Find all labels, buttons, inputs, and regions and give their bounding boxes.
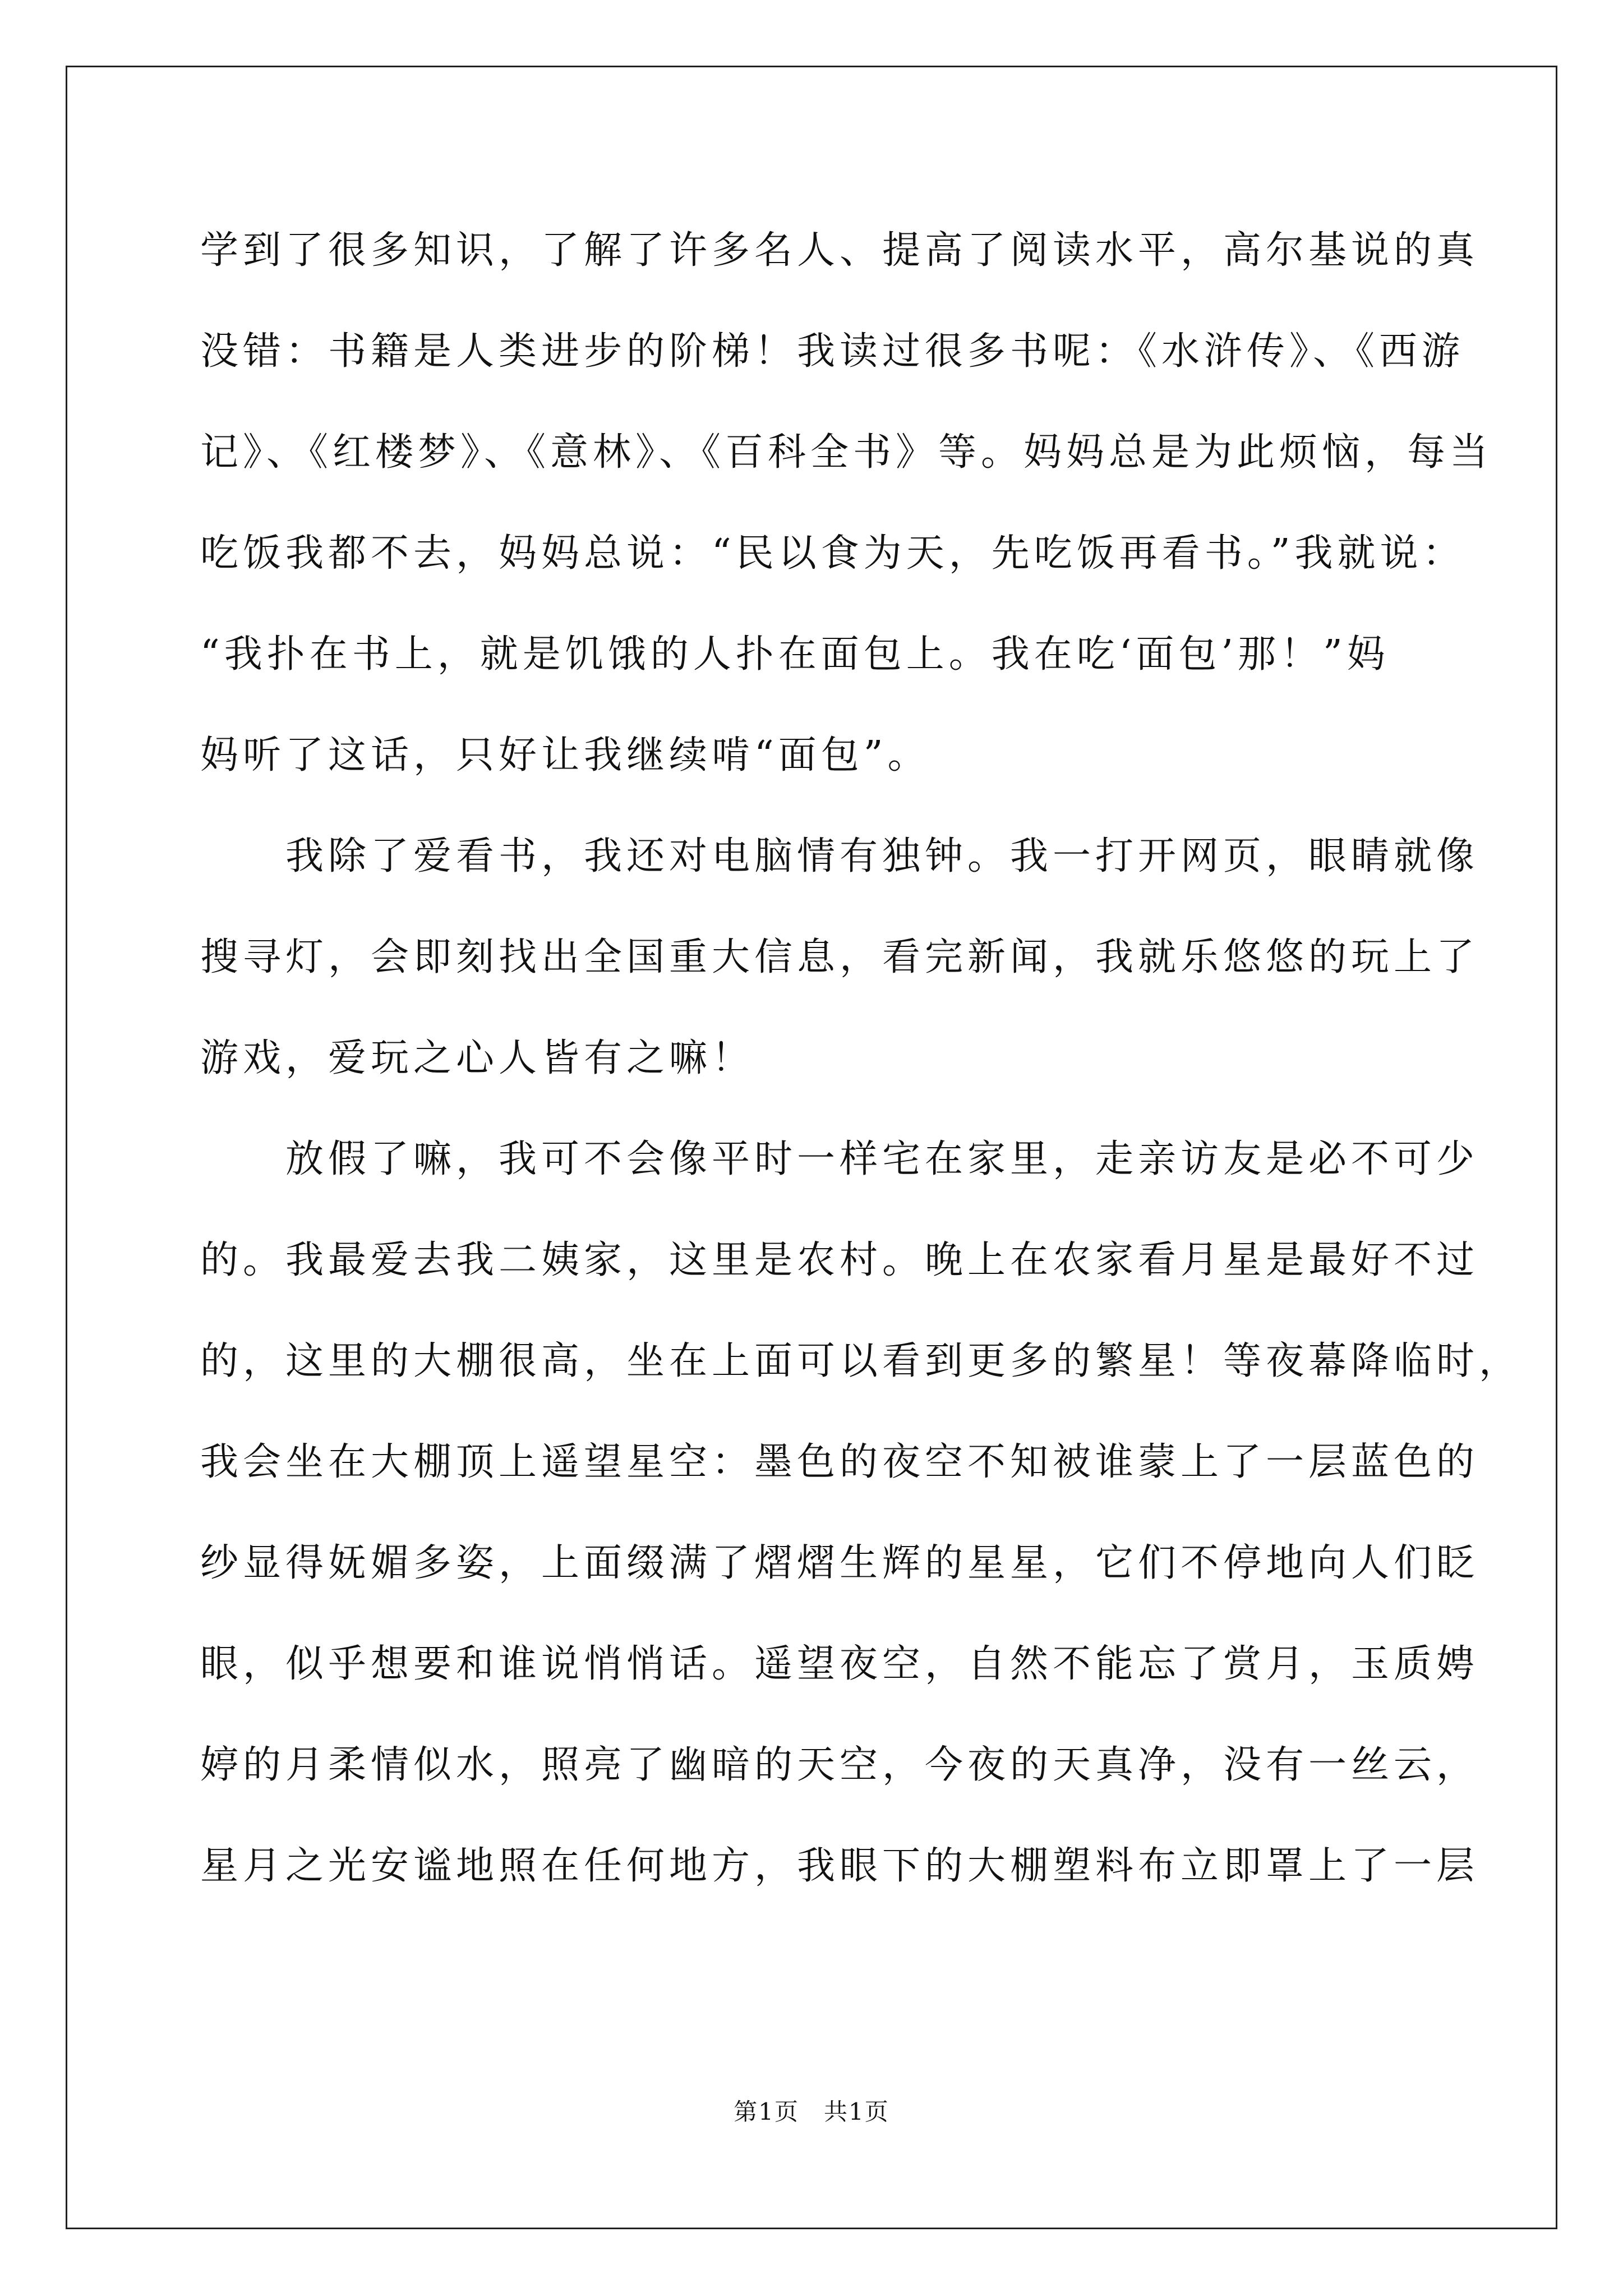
text-line: 没错：书籍是人类进步的阶梯！我读过很多书呢：《水浒传》、《西游 xyxy=(200,329,1465,374)
text-line: 纱显得妩媚多姿，上面缀满了熠熠生辉的星星，它们不停地向人们眨 xyxy=(200,1541,1479,1585)
text-line: 的，这里的大棚很高，坐在上面可以看到更多的繁星！等夜幕降临时， xyxy=(200,1339,1522,1383)
text-line: 游戏，爱玩之心人皆有之嘛！ xyxy=(200,1036,755,1080)
text-line: 记》、《红楼梦》、《意林》、《百科全书》等。妈妈总是为此烦恼，每当 xyxy=(200,430,1493,475)
page-footer: 第1页 共1页 xyxy=(734,2098,889,2125)
text-line: 放假了嘛，我可不会像平时一样宅在家里，走亲访友是必不可少 xyxy=(200,1137,1479,1181)
text-line: 我会坐在大棚顶上遥望星空：墨色的夜空不知被谁蒙上了一层蓝色的 xyxy=(200,1440,1479,1484)
text-line: 搜寻灯，会即刻找出全国重大信息，看完新闻，我就乐悠悠的玩上了 xyxy=(200,935,1479,979)
text-line: 的。我最爱去我二姨家，这里是农村。晚上在农家看月星是最好不过 xyxy=(200,1238,1479,1282)
text-line: “我扑在书上，就是饥饿的人扑在面包上。我在吃‘面包’那！”妈 xyxy=(200,632,1390,677)
text-line: 眼，似乎想要和谁说悄悄话。遥望夜空，自然不能忘了赏月，玉质娉 xyxy=(200,1642,1479,1686)
text-line: 学到了很多知识，了解了许多名人、提高了阅读水平，高尔基说的真 xyxy=(200,228,1479,273)
text-line: 星月之光安谧地照在任何地方，我眼下的大棚塑料布立即罩上了一层 xyxy=(200,1844,1479,1888)
text-line: 妈听了这话，只好让我继续啃“面包”。 xyxy=(200,733,930,777)
text-line: 我除了爱看书，我还对电脑情有独钟。我一打开网页，眼睛就像 xyxy=(200,834,1479,878)
text-line: 婷的月柔情似水，照亮了幽暗的天空，今夜的天真净，没有一丝云， xyxy=(200,1743,1479,1787)
text-line: 吃饭我都不去，妈妈总说：“民以食为天，先吃饭再看书。”我就说： xyxy=(200,531,1465,576)
